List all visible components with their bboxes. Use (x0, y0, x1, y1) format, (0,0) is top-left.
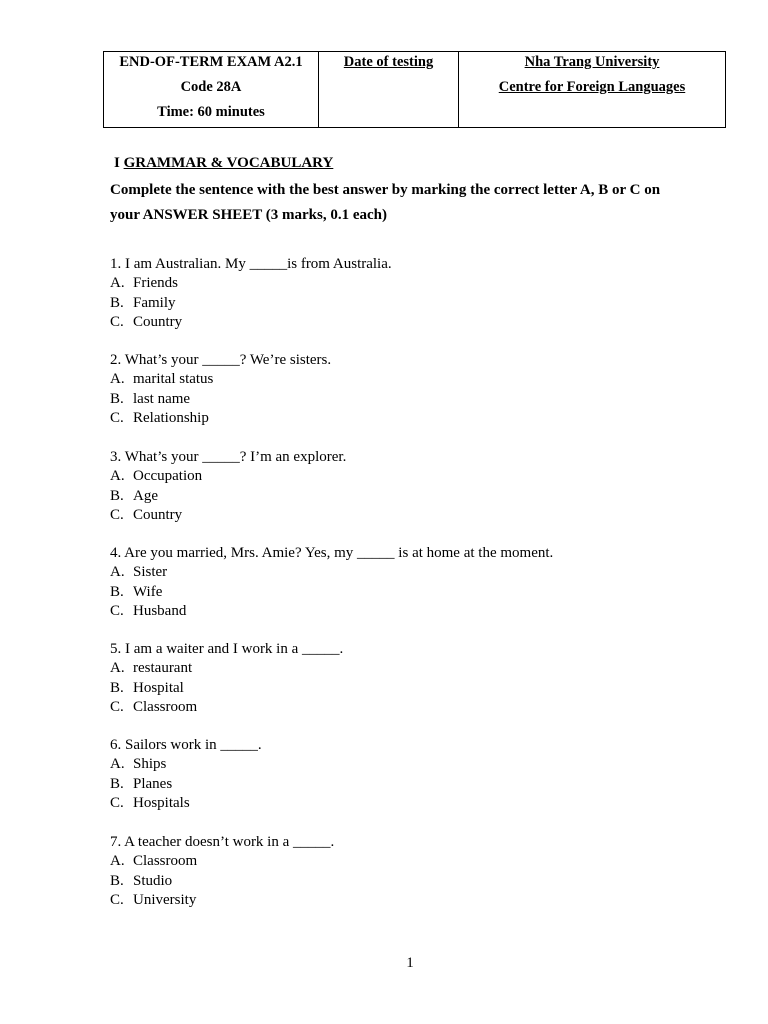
option-b: B. Planes (110, 775, 173, 792)
date-cell (319, 52, 459, 128)
option-b: B. last name (110, 390, 191, 407)
option-b: B. Family (110, 294, 176, 311)
option-c: C. Hospitals (110, 794, 190, 811)
exam-code: Code 28A (180, 79, 242, 95)
section-instructions (110, 178, 710, 228)
option-b: B. Wife (110, 583, 163, 600)
option-c: C. Country (110, 506, 183, 523)
question-stem: 5. I am a waiter and I work in a _____. (110, 641, 344, 657)
exam-header-table (103, 51, 726, 128)
university-name: Nha Trang University (524, 54, 660, 70)
option-a: A. Ships (110, 756, 167, 773)
date-of-testing-label: Date of testing (343, 54, 434, 70)
option-a: A. Friends (110, 275, 178, 292)
question-stem: 4. Are you married, Mrs. Amie? Yes, my _____ is at home at the moment. (110, 545, 554, 561)
question-6 (110, 736, 262, 813)
exam-time: Time: 60 minutes (157, 104, 265, 120)
section-heading: GRAMMAR & VOCABULARY (123, 155, 334, 171)
instruction-line-1: Complete the sentence with the best answer by marking the correct letter A, B or C on (110, 182, 661, 198)
option-a: A. Occupation (110, 468, 203, 485)
question-4 (110, 544, 553, 621)
question-stem: 7. A teacher doesn’t work in a _____. (110, 834, 335, 850)
option-b: B. Age (110, 487, 158, 504)
option-a: A. Sister (110, 564, 168, 581)
question-1 (110, 255, 392, 332)
option-a: A. marital status (110, 371, 214, 388)
section-number: I (114, 155, 120, 171)
option-c: C. Relationship (110, 409, 209, 426)
option-c: C. Country (110, 313, 183, 330)
institution-cell (459, 52, 726, 128)
option-a: A. restaurant (110, 660, 193, 677)
option-c: C. Husband (110, 602, 187, 619)
centre-name: Centre for Foreign Languages (498, 79, 686, 95)
option-c: C. University (110, 891, 197, 908)
question-stem: 6. Sailors work in _____. (110, 737, 262, 753)
option-b: B. Hospital (110, 679, 184, 696)
question-7 (110, 833, 334, 910)
option-b: B. Studio (110, 872, 173, 889)
question-3 (110, 448, 346, 525)
question-stem: 1. I am Australian. My _____is from Australia. (110, 256, 392, 272)
page-number: 1 (406, 955, 414, 971)
question-stem: 2. What’s your _____? We’re sisters. (110, 352, 332, 368)
exam-info-cell (104, 52, 319, 128)
instruction-line-2: your ANSWER SHEET (3 marks, 0.1 each) (110, 207, 387, 223)
option-c: C. Classroom (110, 698, 198, 715)
question-2 (110, 351, 331, 428)
question-stem: 3. What’s your _____? I’m an explorer. (110, 449, 347, 465)
question-5 (110, 640, 343, 717)
option-a: A. Classroom (110, 853, 198, 870)
section-title (114, 153, 333, 173)
exam-title: END-OF-TERM EXAM A2.1 (119, 54, 303, 70)
